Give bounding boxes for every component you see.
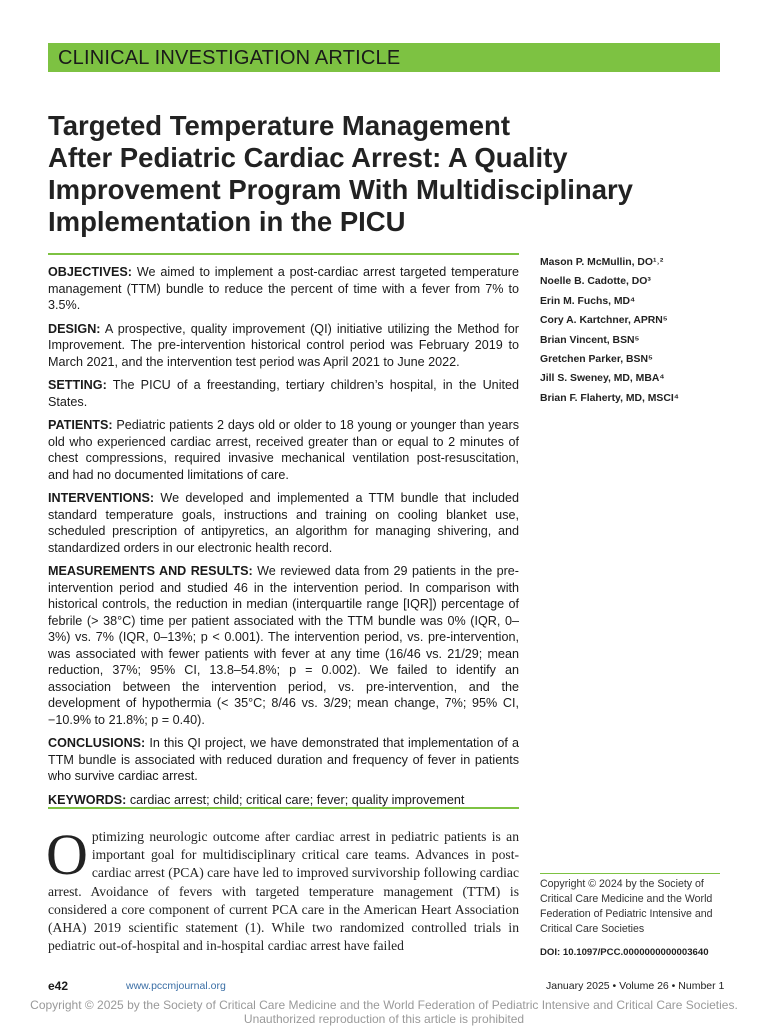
- abstract-top-rule: [48, 253, 519, 255]
- body-text: ptimizing neurologic outcome after cardiac arrest in pediatric patients is an important goal for multidisciplinary critical care teams. Advances in post-cardiac arrest (PCA) care have led to improved survivorship following cardiac arrest. Avoidance of fevers with targeted temperature management (TTM) is considered a core component of current PCA care in the American Heart Association (AHA) 2019 scientific statement (1). While two randomized controlled trials in pediatric out-of-hospital and in-hospital cardiac arrest have failed: [48, 829, 519, 954]
- title-line: Targeted Temperature Management: [48, 110, 511, 141]
- journal-website-link[interactable]: www.pccmjournal.org: [126, 980, 226, 992]
- copyright-notice: Copyright © 2024 by the Society of Critical Care Medicine and the World Federation of Pediatric Intensive and Critical Care Societies: [540, 878, 713, 935]
- body-paragraph: [46, 822, 519, 955]
- abstract: [48, 264, 519, 815]
- abstract-bottom-rule: [48, 807, 519, 809]
- article-type-label: CLINICAL INVESTIGATION ARTICLE: [58, 47, 401, 69]
- author: Cory A. Kartchner, APRN⁵: [540, 315, 668, 327]
- abstract-interventions: INTERVENTIONS: We developed and implemented a TTM bundle that included standard temperature goals, instructions and training on cooling blanket use, scheduled prescription of antipyretics, an algorithm for managing shivering, and standardized orders in our electronic health record.: [48, 491, 519, 555]
- author-list: [540, 253, 720, 408]
- abstract-patients: PATIENTS: Pediatric patients 2 days old or older to 18 young or younger than years old who experienced cardiac arrest, received greater than or equal to 2 minutes of chest compressions, required invasive mechanical ventilation post-resuscitation, and had no documented limitations of care.: [48, 418, 519, 482]
- drop-cap: O: [46, 822, 88, 887]
- footer-line: Copyright © 2025 by the Society of Critical Care Medicine and the World Federation of Pediatric Intensive and Critical Care Societies.: [30, 998, 738, 1012]
- author: Mason P. McMullin, DO¹˒²: [540, 257, 664, 268]
- author: Brian Vincent, BSN⁵: [540, 334, 640, 346]
- page-number: e42: [48, 979, 69, 993]
- abstract-setting: SETTING: The PICU of a freestanding, tertiary children’s hospital, in the United States.: [48, 378, 519, 409]
- abstract-design: DESIGN: A prospective, quality improvement (QI) initiative utilizing the Method for Improvement. The pre-intervention historical control period was February 2019 to March 2021, and the intervention test period was April 2021 to June 2022.: [48, 321, 519, 369]
- article-type-banner: [48, 43, 720, 72]
- title-line: Improvement Program With Multidisciplinary: [48, 174, 633, 205]
- author: Gretchen Parker, BSN⁵: [540, 354, 653, 366]
- author: Brian F. Flaherty, MD, MSCI⁴: [540, 392, 679, 404]
- abstract-objectives: OBJECTIVES: We aimed to implement a post-cardiac arrest targeted temperature management (TTM) bundle to reduce the percent of time with a fever from 7% to 3.5%.: [48, 265, 519, 312]
- article-title: [48, 110, 708, 238]
- footer-copyright: [0, 998, 768, 1026]
- title-line: Implementation in the PICU: [48, 206, 406, 237]
- abstract-keywords: KEYWORDS: cardiac arrest; child; critical care; fever; quality improvement: [48, 792, 465, 807]
- author: Noelle B. Cadotte, DO³: [540, 276, 651, 288]
- footer-line: Unauthorized reproduction of this article is prohibited: [243, 1012, 525, 1026]
- issue-info: January 2025 • Volume 26 • Number 1: [546, 980, 725, 992]
- copyright-rule: [540, 873, 720, 874]
- author: Erin M. Fuchs, MD⁴: [540, 295, 636, 307]
- author: Jill S. Sweney, MD, MBA⁴: [540, 373, 665, 385]
- title-line: After Pediatric Cardiac Arrest: A Quality: [48, 142, 568, 173]
- abstract-conclusions: CONCLUSIONS: In this QI project, we have demonstrated that implementation of a TTM bundle is associated with reduced duration and frequency of fever in patients who survive cardiac arrest.: [48, 736, 519, 783]
- doi: DOI: 10.1097/PCC.0000000000003640: [540, 947, 709, 958]
- abstract-results: MEASUREMENTS AND RESULTS: We reviewed data from 29 patients in the pre-intervention period and studied 46 in the intervention period. In comparison with historical controls, the reduction in median (interquartile range [IQR]) percentage of febrile (> 38°C) time per patient associated with the TTM bundle was 0% (IQR, 0–3%) vs. 7% (IQR, 0–13%; p < 0.001). The intervention period, vs. pre-intervention, was associated with fewer patients with fever at any time (16/46 vs. 21/29; mean reduction, 37%; 95% CI, 13.8–54.8%; p = 0.002). We failed to identify an association between the intervention period, vs. pre-intervention, and the development of hypothermia (< 35°C; 8/46 vs. 3/29; mean change, 7%; 95% CI, −10.9% to 21.8%; p = 0.40).: [48, 564, 520, 727]
